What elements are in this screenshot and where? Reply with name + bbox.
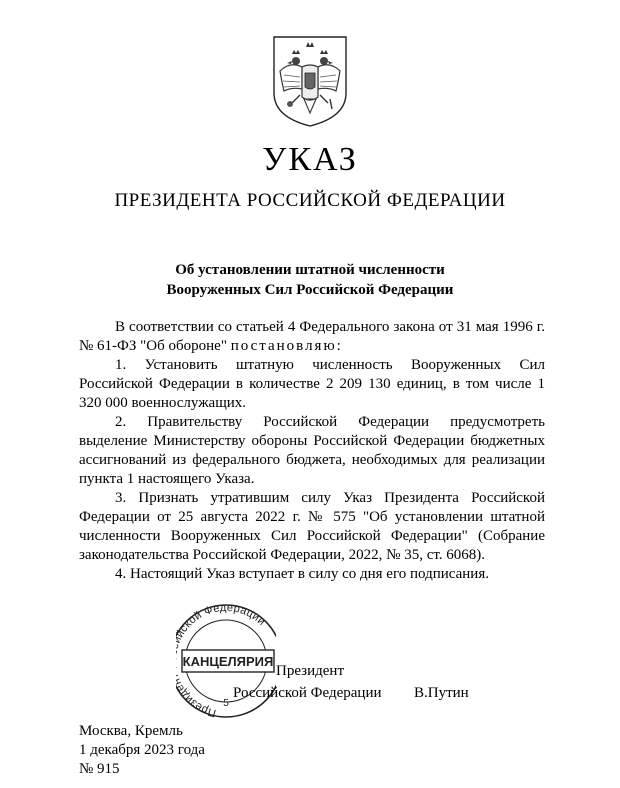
preamble-paragraph — [79, 318, 545, 356]
decree-heading — [0, 260, 620, 300]
footer-place: Москва, Кремль — [79, 723, 183, 739]
double-headed-eagle-icon — [270, 33, 350, 129]
stamp-center-text: КАНЦЕЛЯРИЯ — [182, 654, 274, 669]
decree-footer — [79, 722, 205, 779]
item-4: 4. Настоящий Указ вступает в силу со дня его подписания. — [115, 566, 489, 582]
heading-line-1: Об установлении штатной численности — [175, 262, 445, 278]
signature-name: В.Путин — [414, 685, 469, 701]
stamp-number: 5 — [223, 698, 229, 709]
preamble-text: В соответствии со статьей 4 Федерального закона от 31 мая 1996 г. № 61-ФЗ "Об обороне" — [79, 319, 545, 354]
item-2: 2. Правительству Российской Федерации предусмотреть выделение Министерству обороны Российской Федерации бюджетных ассигнований из федерального бюджета, необходимых для реализации пункта 1 настоящего Указа. — [79, 414, 545, 487]
footer-number: № 915 — [79, 761, 120, 777]
stamp-ring-text: Презид ской Федерации — [177, 601, 268, 719]
footer-date: 1 декабря 2023 года — [79, 742, 205, 758]
item-3: 3. Признать утратившим силу Указ Президента Российской Федерации от 25 августа 2022 г. № 575 "Об установлении штатной численности Вооруженных Сил Российской Федерации" (Собрание законодательства Российской Федерации, 2022, № 35, ст. 6068). — [79, 490, 545, 563]
decree-subtitle: ПРЕЗИДЕНТА РОССИЙСКОЙ ФЕДЕРАЦИИ — [114, 190, 506, 211]
coat-of-arms-emblem — [270, 33, 350, 129]
decree-word: постановляю: — [230, 338, 343, 354]
signature-title: Президент — [276, 663, 344, 679]
heading-line-2: Вооруженных Сил Российской Федерации — [166, 282, 454, 298]
signature-country: Российской Федерации — [233, 685, 382, 701]
decree-body — [79, 318, 545, 584]
decree-title: УКАЗ — [262, 141, 358, 178]
item-1: 1. Установить штатную численность Вооруженных Сил Российской Федерации в количестве 2 209 130 единиц, в том числе 1 320 000 военнослужащих. — [79, 357, 545, 411]
official-stamp — [176, 596, 276, 726]
